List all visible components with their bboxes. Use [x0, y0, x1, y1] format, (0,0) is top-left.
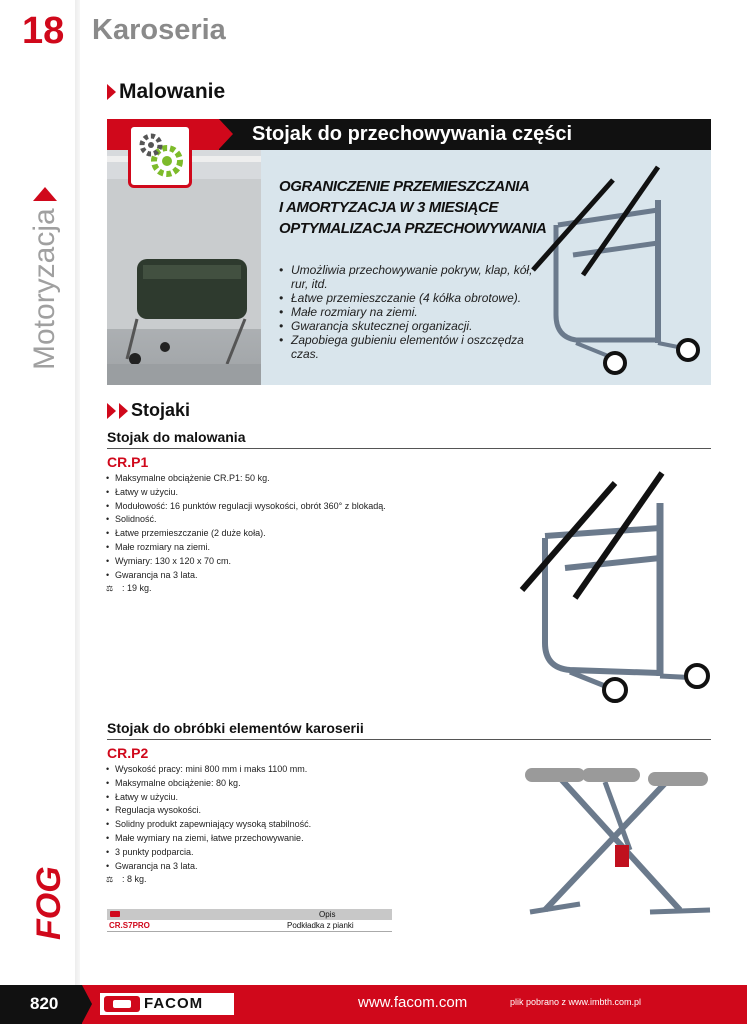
- trestle-stand-image: [520, 760, 715, 925]
- list-item: • Wymiary: 130 x 120 x 70 cm.: [106, 555, 386, 569]
- banner-red-tip: [219, 119, 233, 149]
- hero-banner: [107, 119, 711, 150]
- product-ref: CR.P2: [107, 745, 149, 761]
- section-heading-stojaki: [107, 400, 190, 421]
- table-row: [107, 920, 392, 932]
- list-item: • Gwarancja na 3 lata.: [106, 860, 311, 874]
- page-number-tip: [82, 985, 92, 1023]
- section-heading-text: Stojaki: [131, 400, 191, 420]
- list-item: • Solidność.: [106, 513, 386, 527]
- headline-line: OGRANICZENIE PRZEMIESZCZANIA: [279, 178, 530, 195]
- list-item: • Maksymalne obciążenie CR.P1: 50 kg.: [106, 472, 386, 486]
- facom-logo-icon: [104, 996, 140, 1012]
- table-cell-desc: Podkładka z pianki: [287, 921, 354, 930]
- storage-stand-image: [528, 155, 708, 380]
- divider: [107, 448, 711, 449]
- list-item: • 3 punkty podparcia.: [106, 846, 311, 860]
- list-item: • Modułowość: 16 punktów regulacji wysokości, obrót 360° z blokadą.: [106, 500, 386, 514]
- list-item: • Maksymalne obciążenie: 80 kg.: [106, 777, 311, 791]
- hero-bullets: [279, 263, 549, 361]
- section-heading-text: Malowanie: [119, 80, 226, 103]
- download-credit: plik pobrano z www.imbth.com.pl: [510, 997, 642, 1007]
- list-item: • Regulacja wysokości.: [106, 804, 311, 818]
- banner-title: Stojak do przechowywania części: [252, 123, 573, 145]
- list-item: • Łatwy w użyciu.: [106, 791, 311, 805]
- product-title: Stojak do obróbki elementów karoserii: [107, 720, 364, 736]
- table-cell-ref: CR.S7PRO: [109, 921, 150, 930]
- side-title: Motoryzacja: [28, 208, 61, 370]
- table-header: [107, 909, 392, 920]
- list-item: • Zapobiega gubieniu elementów i oszczędza czas.: [279, 333, 549, 361]
- painting-stand-image: [510, 458, 710, 708]
- arrow-icon: [107, 84, 116, 100]
- product-specs: [106, 763, 311, 887]
- page-number: 820: [30, 994, 59, 1013]
- list-item: • Małe wymiary na ziemi, łatwe przechowywanie.: [106, 832, 311, 846]
- list-item: • Umożliwia przechowywanie pokryw, klap, kół, rur, itd.: [279, 263, 549, 291]
- list-item: • Małe rozmiary na ziemi.: [279, 305, 549, 319]
- list-item: • Gwarancja skutecznej organizacji.: [279, 319, 549, 333]
- chapter-number: 18: [22, 10, 65, 52]
- arrow-icon: [107, 403, 116, 419]
- headline-line: OPTYMALIZACJA PRZECHOWYWANIA: [279, 220, 547, 237]
- list-item: • Małe rozmiary na ziemi.: [106, 541, 386, 555]
- product-title: Stojak do malowania: [107, 429, 246, 445]
- page-number-box: [0, 985, 82, 1024]
- list-item: • Łatwy w użyciu.: [106, 486, 386, 500]
- list-item: • Gwarancja na 3 lata.: [106, 569, 386, 583]
- website-link[interactable]: www.facom.com: [358, 994, 468, 1011]
- facom-logo: [100, 993, 234, 1015]
- list-item: • Łatwe przemieszczanie (4 kółka obrotowe).: [279, 291, 549, 305]
- gear-icon-drawing: [131, 127, 189, 185]
- list-item: • Łatwe przemieszczanie (2 duże koła).: [106, 527, 386, 541]
- side-brand: FOG: [30, 866, 68, 940]
- sidebar: [0, 0, 75, 1024]
- facom-mini-icon: [110, 911, 120, 917]
- list-item: • Solidny produkt zapewniający wysoką stabilność.: [106, 818, 311, 832]
- divider: [107, 739, 711, 740]
- triangle-icon: [33, 187, 57, 201]
- weight-value: ⚖ : 8 kg.: [106, 873, 311, 887]
- gear-icon: [128, 124, 192, 188]
- arrow-icon: [119, 403, 128, 419]
- headline-line: I AMORTYZACJA W 3 MIESIĄCE: [279, 199, 499, 216]
- product-ref: CR.P1: [107, 454, 149, 470]
- facom-logo-text: FACOM: [144, 995, 204, 1012]
- footer: [0, 985, 747, 1024]
- chapter-title: Karoseria: [92, 14, 226, 46]
- hero-headline: [279, 176, 546, 239]
- table-header-label: Opis: [319, 910, 336, 919]
- weight-value: ⚖ : 19 kg.: [106, 582, 386, 596]
- reference-table: [107, 909, 392, 932]
- list-item: • Wysokość pracy: mini 800 mm i maks 1100 mm.: [106, 763, 311, 777]
- product-specs: [106, 472, 386, 596]
- section-heading-malowanie: [107, 80, 225, 104]
